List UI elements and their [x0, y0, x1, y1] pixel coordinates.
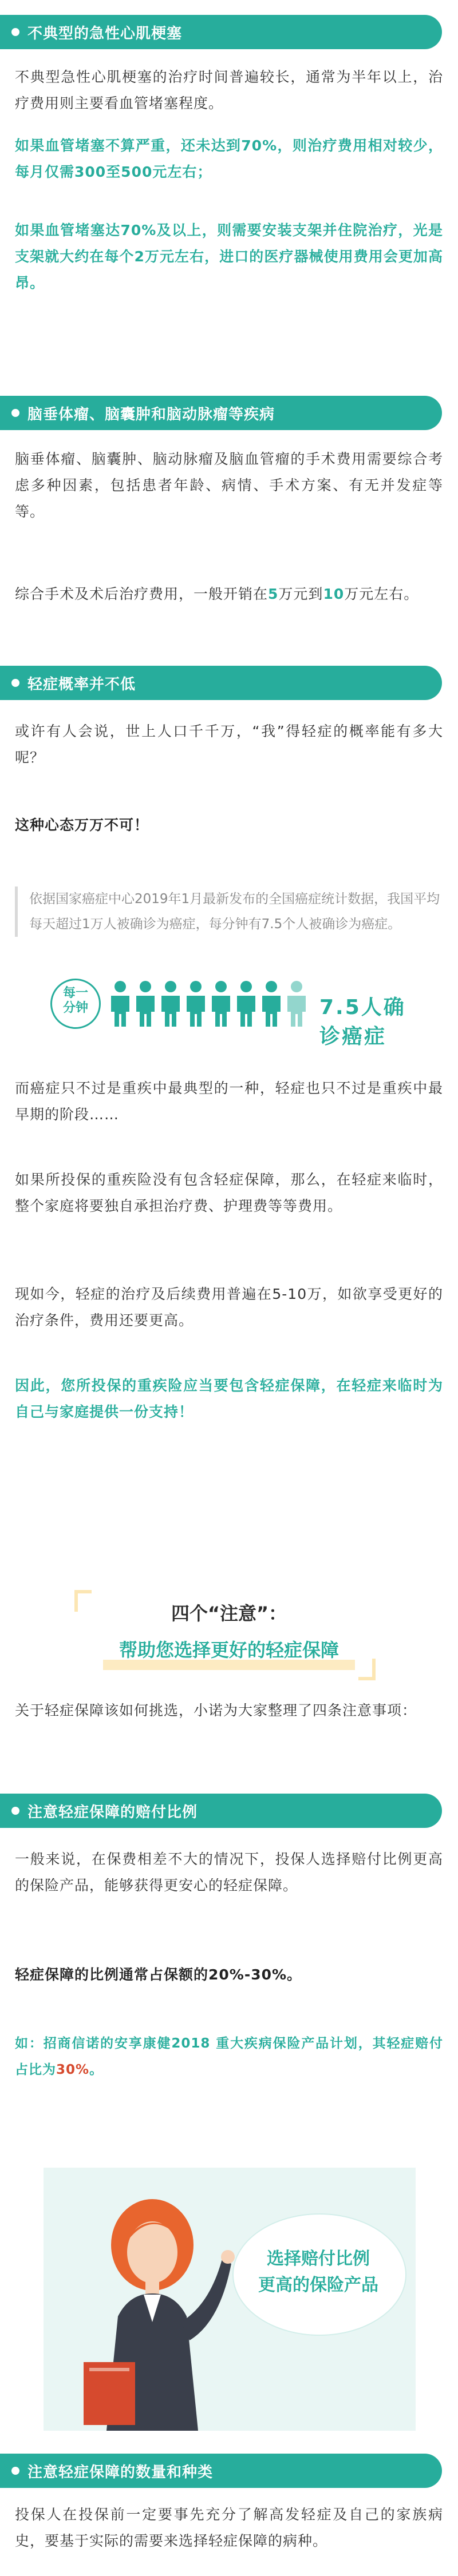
tips-banner	[69, 1579, 389, 1681]
person-icon	[136, 981, 155, 1027]
person-icon	[111, 981, 129, 1027]
bold-paragraph: 这种心态万万不可！	[15, 817, 149, 833]
illustration-panel	[44, 2168, 416, 2431]
section-title: 不典型的急性心肌梗塞	[27, 25, 183, 42]
person-icon	[161, 981, 180, 1027]
highlight-paragraph: 因此，您所投保的重疾险应当要包含轻症保障，在轻症来临时为自己与家庭提供一份支持！	[15, 1377, 443, 1420]
section-header-3	[0, 666, 442, 700]
paragraph: 关于轻症保障该如何挑选，小诺为大家整理了四条注意事项：	[15, 1702, 417, 1719]
person-icon	[237, 981, 255, 1027]
section-header-4	[0, 1794, 442, 1828]
bullet-dot-icon	[11, 1807, 19, 1815]
highlight-paragraph: 如果血管堵塞不算严重，还未达到70%，则治疗费用相对较少，每月仅需300至500元左右；	[15, 137, 443, 180]
bold-paragraph: 轻症保障的比例通常占保额的20%-30%。	[15, 1966, 302, 1983]
bubble-text-line1: 选择赔付比例	[267, 2249, 370, 2269]
quote-block: 依据国家癌症中心2019年1月最新发布的全国癌症统计数据，我国平均每天超过1万人被确诊为癌症，每分钟有7.5个人被确诊为癌症。	[15, 887, 443, 937]
paragraph: 一般来说，在保费相差不大的情况下，投保人选择赔付比例更高的保险产品，能够获得更安心的轻症保障。	[15, 1851, 443, 1894]
section-title: 注意轻症保障的赔付比例	[27, 1803, 198, 1821]
banner-corner-deco	[74, 1590, 92, 1593]
section-title: 注意轻症保障的数量和种类	[27, 2463, 214, 2481]
highlight-paragraph: 如：招商信诺的安享康健2018 重大疾病保险产品计划，其轻症赔付占比为30%。	[15, 2036, 443, 2077]
stat-infographic	[50, 975, 408, 1048]
stat-label: 7.5人确诊癌症	[319, 996, 406, 1048]
paragraph: 现如今，轻症的治疗及后续费用普遍在5-10万，如欲享受更好的治疗条件，费用还要更高。	[15, 1286, 443, 1329]
banner-title: 四个“注意”：	[171, 1603, 287, 1624]
highlight-paragraph: 如果血管堵塞达70%及以上，则需要安装支架并住院治疗，光是支架就大约在每个2万元左右，进口的医疗器械使用费用会更加高昂。	[15, 222, 443, 291]
section-header-5	[0, 2454, 442, 2488]
bubble-text-line2: 更高的保险产品	[258, 2275, 378, 2295]
section-title: 轻症概率并不低	[27, 675, 136, 693]
person-icon	[287, 981, 306, 1027]
banner-subtitle: 帮助您选择更好的轻症保障	[119, 1639, 339, 1661]
bullet-dot-icon	[11, 409, 19, 417]
paragraph: 或许有人会说，世上人口千千万，“我”得轻症的概率能有多大呢？	[15, 723, 443, 766]
ratio-value: 30%	[56, 2062, 90, 2077]
paragraph: 不典型急性心肌梗塞的治疗时间普遍较长，通常为半年以上，治疗费用则主要看血管堵塞程度。	[15, 69, 443, 112]
people-icons	[108, 980, 309, 1028]
person-icon	[262, 981, 281, 1027]
bullet-dot-icon	[11, 2467, 19, 2475]
section-title: 脑垂体瘤、脑囊肿和脑动脉瘤等疾病	[27, 406, 275, 423]
person-icon	[187, 981, 205, 1027]
section-header-1	[0, 15, 442, 49]
banner-corner-deco	[358, 1677, 376, 1680]
section-header-2	[0, 396, 442, 430]
paragraph: 而癌症只不过是重疾中最典型的一种，轻症也只不过是重疾中最早期的阶段……	[15, 1080, 443, 1123]
paragraph: 综合手术及术后治疗费用，一般开销在5万元到10万元左右。	[15, 586, 419, 602]
paragraph: 投保人在投保前一定要事先充分了解高发轻症及自己的家族病史，要基于实际的需要来选择轻症保障的病种。	[15, 2506, 443, 2549]
paragraph: 如果所投保的重疾险没有包含轻症保障，那么，在轻症来临时，整个家庭将要独自承担治疗费、护理费等等费用。	[15, 1171, 443, 1214]
bullet-dot-icon	[11, 28, 19, 36]
paragraph: 脑垂体瘤、脑囊肿、脑动脉瘤及脑血管瘤的手术费用需要综合考虑多种因素，包括患者年龄、病情、手术方案、有无并发症等等。	[15, 451, 443, 520]
bullet-dot-icon	[11, 679, 19, 687]
per-minute-badge: 每一 分钟	[50, 979, 101, 1029]
businesswoman-illustration	[66, 2191, 238, 2431]
person-icon	[212, 981, 230, 1027]
